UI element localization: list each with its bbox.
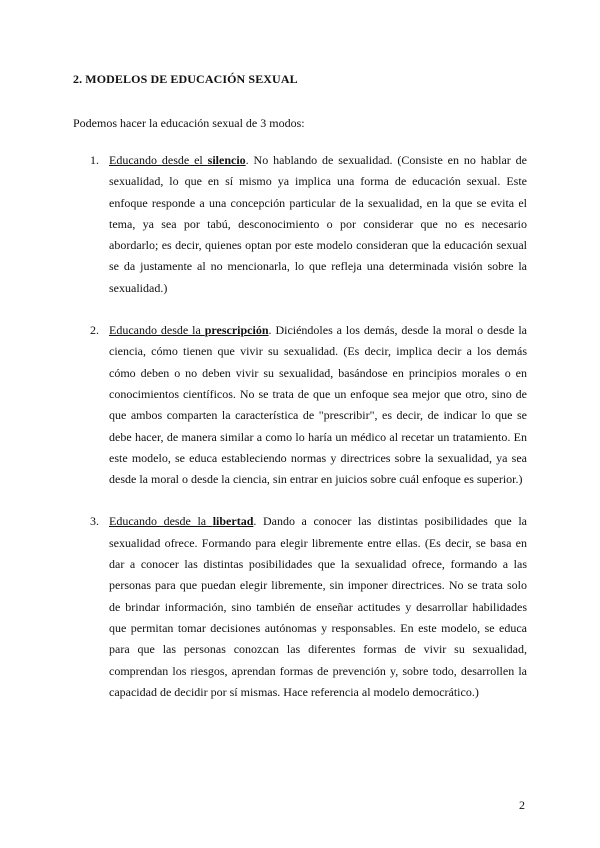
list-item-lead: Educando desde el [109,153,208,167]
models-list [0,150,600,703]
intro-paragraph: Podemos hacer la educación sexual de 3 modos: [73,116,305,130]
list-item-text: . No hablando de sexualidad. (Consiste en no hablar de sexualidad, lo que en sí mismo ya implica una forma de educación sexual. Este enfoque responde a una concepción particular de la sexualidad, en la que se evita el tema, ya sea por tabú, desconocimiento o por considerar que no es necesario abordarlo; es decir, quienes optan por este modelo consideran que la educación sexual se da justamente al no mencionarla, lo que refleja una determinada visión sobre la sexualidad.) [109,153,527,295]
list-item-libertad [0,511,600,703]
section-heading: 2. MODELOS DE EDUCACIÓN SEXUAL [73,72,298,86]
list-item-lead: Educando desde la [109,514,213,529]
list-item-number: 3. [90,514,99,529]
page-number: 2 [519,798,525,812]
list-item-text: . Diciéndoles a los demás, desde la moral o desde la ciencia, cómo tienen que vivir su sexualidad. (Es decir, implica decir a los demás cómo deben o no deben vivir su sexualidad, basándose en principios morales o en conocimientos científicos. No se trata de que un enfoque sea mejor que otro, sino de que ambos comparten la característica de "prescribir", es decir, de indicar lo que se debe hacer, de manera similar a como lo haría un médico al recetar un tratamiento. En este modelo, se educa estableciendo normas y directrices sobre la sexualidad, ya sea desde la moral o desde la ciencia, sin entrar en juicios sobre cuál enfoque es superior.) [109,323,527,487]
list-item-body [109,150,527,299]
list-item-keyword: prescripción [204,323,269,338]
list-item-text: . Dando a conocer las distintas posibilidades que la sexualidad ofrece. Formando para elegir libremente entre ellas. (Es decir, se basa en dar a conocer las distintas posibilidades que la sexualidad ofrece, formando a las personas para que puedan elegir libremente, sin imponer directrices. No se trata solo de brindar información, sino también de enseñar actitudes y desarrollar habilidades que permitan tomar decisiones autónomas y responsables. En este modelo, se educa para que las personas conozcan las diferentes formas de vivir su sexualidad, comprendan los riesgos, aprendan formas de prevención y, sobre todo, desarrollen la capacidad de decidir por sí mismas. Hace referencia al modelo democrático.) [109,514,527,699]
list-item-keyword: silencio [207,153,246,167]
list-item-body [109,511,527,703]
list-item-number: 1. [90,153,99,167]
list-item-prescripcion [0,320,600,490]
list-item-keyword: libertad [212,514,254,529]
list-item-number: 2. [90,323,99,338]
list-item-lead: Educando desde la [109,323,205,338]
list-item-body [109,320,527,490]
list-item-silencio [0,150,600,299]
